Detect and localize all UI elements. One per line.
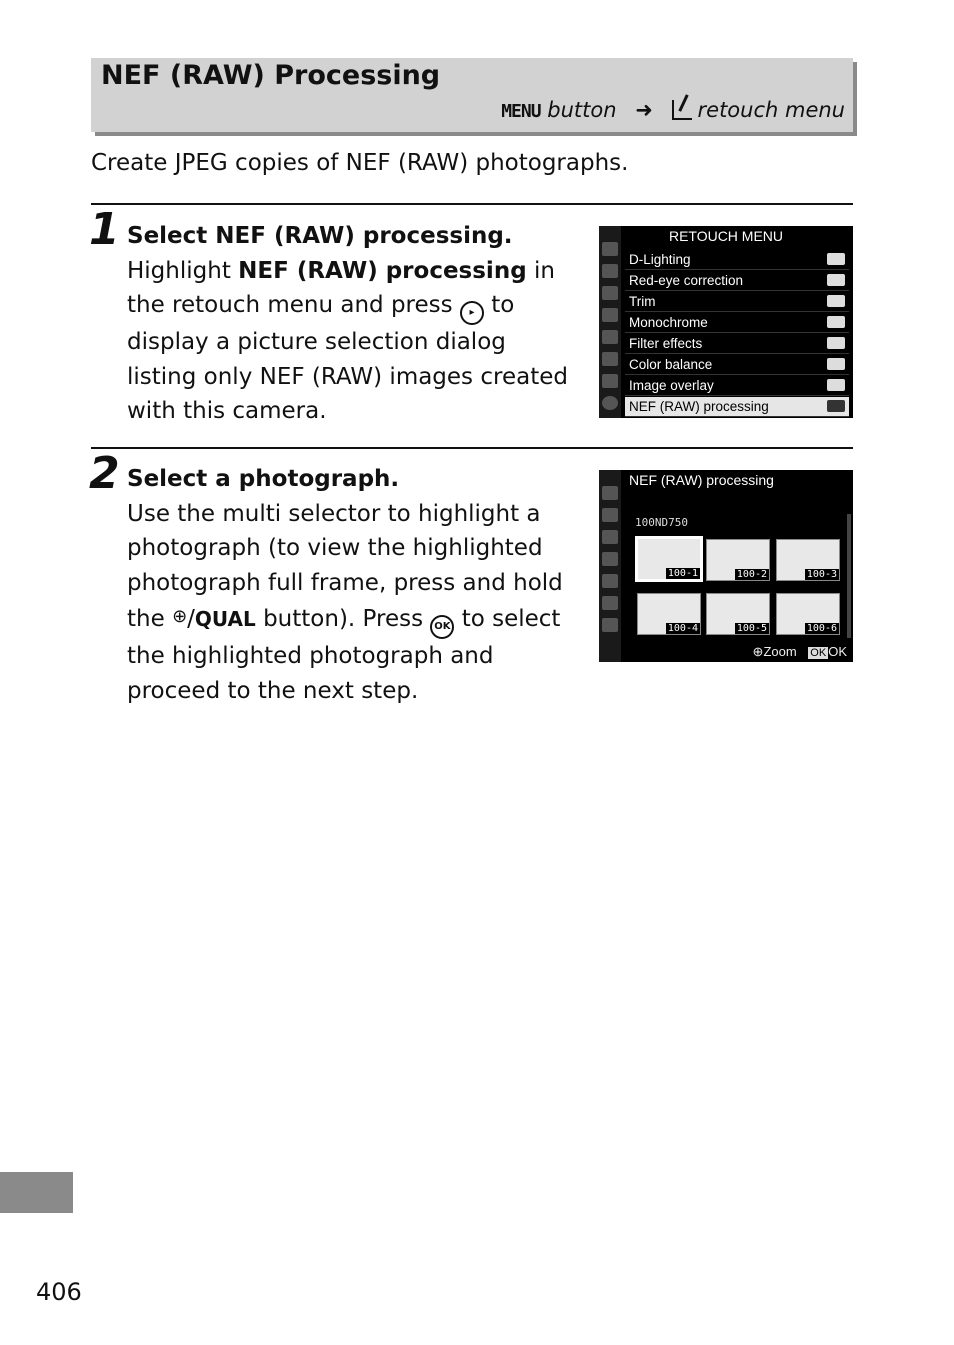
menu-item[interactable]: Trim [625, 292, 849, 312]
retouch-icon [602, 352, 618, 366]
step-1-body-d: to display a picture selection dialog listing only NEF (RAW) images created with this camera. [127, 292, 568, 424]
menu-item[interactable]: Red-eye correction [625, 271, 849, 291]
pencil-icon [602, 308, 618, 322]
multi-selector-right-icon: ▸ [460, 301, 484, 325]
zoom-icon: ⊕ [752, 644, 764, 659]
screen-title: RETOUCH MENU [668, 228, 784, 244]
qual-label: QUAL [194, 607, 256, 631]
menu-item[interactable]: Image overlay [625, 376, 849, 396]
camera-icon [602, 264, 618, 278]
picture-selection-screen [599, 470, 853, 662]
page-title: NEF (RAW) Processing [101, 60, 441, 91]
menu-path [501, 98, 845, 122]
ok-label: OK [828, 644, 847, 659]
thumbnail-selected[interactable]: 100-1 [635, 536, 703, 582]
step-1-body-b: NEF (RAW) processing [238, 257, 527, 284]
step-1-body-a: Highlight [127, 257, 239, 284]
menu-sidebar [599, 470, 621, 662]
intro-text: Create JPEG copies of NEF (RAW) photographs. [91, 150, 629, 176]
overlay-icon [827, 379, 845, 391]
section-header [91, 58, 853, 132]
thumbnail[interactable]: 100-5 [706, 593, 770, 635]
retouch-menu-screen [599, 226, 853, 418]
menu-item[interactable]: Monochrome [625, 313, 849, 333]
menu-item[interactable]: D-Lighting [625, 250, 849, 270]
step-number: 2 [89, 448, 120, 499]
divider [91, 447, 853, 449]
divider [91, 203, 853, 205]
step-1-body-c: in the retouch menu and press [127, 257, 555, 318]
menu-item[interactable]: Filter effects [625, 334, 849, 354]
raw-icon [827, 400, 845, 412]
step-2-heading: Select a photograph. [127, 466, 400, 492]
movie-icon [602, 530, 618, 544]
menu-item-selected[interactable]: NEF (RAW) processing [625, 397, 849, 417]
step-number: 1 [89, 204, 120, 255]
wrench-icon [602, 330, 618, 344]
step-2-body-c: to select the highlighted photograph and proceed to the next step. [127, 606, 561, 704]
menu-sidebar [599, 226, 621, 418]
playback-icon [602, 486, 618, 500]
recent-icon [602, 618, 618, 632]
step-2-body-b: button). Press [255, 606, 431, 632]
help-icon [602, 396, 618, 410]
thumbnail[interactable]: 100-3 [776, 539, 840, 581]
step-1-heading-a: Select [127, 223, 216, 249]
folder-label: 100ND750 [635, 516, 688, 529]
pencil-icon [602, 552, 618, 566]
step-1-text [127, 219, 582, 429]
recent-icon [602, 374, 618, 388]
wrench-icon [602, 574, 618, 588]
eye-icon [827, 274, 845, 286]
ok-button-icon: OK [430, 615, 454, 639]
zoom-in-icon: ⊕ [172, 606, 188, 627]
step-1-heading-b: NEF (RAW) processing. [215, 223, 513, 249]
step-2-body-a: Use the multi selector to highlight a photograph (to view the highlighted photograph full frame, press and hold the [127, 500, 563, 632]
thumbnail[interactable]: 100-2 [706, 539, 770, 581]
step-2-text: Select a photograph. Use the multi selector to highlight a photograph (to view the highlighted photograph full frame, press and hold the ⊕/QUAL button). Press OK to select the highlighted photograph and proceed to the next step. [127, 466, 563, 704]
camera-icon [602, 508, 618, 522]
screen-title: NEF (RAW) processing [629, 472, 774, 488]
filter-icon [827, 337, 845, 349]
menu-item[interactable]: Color balance [625, 355, 849, 375]
screen-footer [753, 644, 847, 660]
arrow-icon: ➜ [635, 98, 653, 122]
page-number: 406 [36, 1278, 82, 1306]
playback-icon [602, 242, 618, 256]
color-balance-icon [827, 358, 845, 370]
zoom-label: Zoom [763, 644, 797, 659]
movie-icon [602, 286, 618, 300]
retouch-icon [602, 596, 618, 610]
section-tab [0, 1172, 73, 1213]
thumbnail[interactable]: 100-4 [637, 593, 701, 635]
scissors-icon [827, 295, 845, 307]
retouch-menu-icon [672, 100, 692, 120]
retouch-menu-text: retouch menu [697, 98, 845, 122]
scrollbar[interactable] [847, 514, 851, 638]
d-lighting-icon [827, 253, 845, 265]
monochrome-icon [827, 316, 845, 328]
thumbnail[interactable]: 100-6 [776, 593, 840, 635]
button-text: button [547, 98, 617, 122]
menu-key-label: MENU [501, 101, 541, 122]
ok-icon: OK [810, 647, 827, 659]
